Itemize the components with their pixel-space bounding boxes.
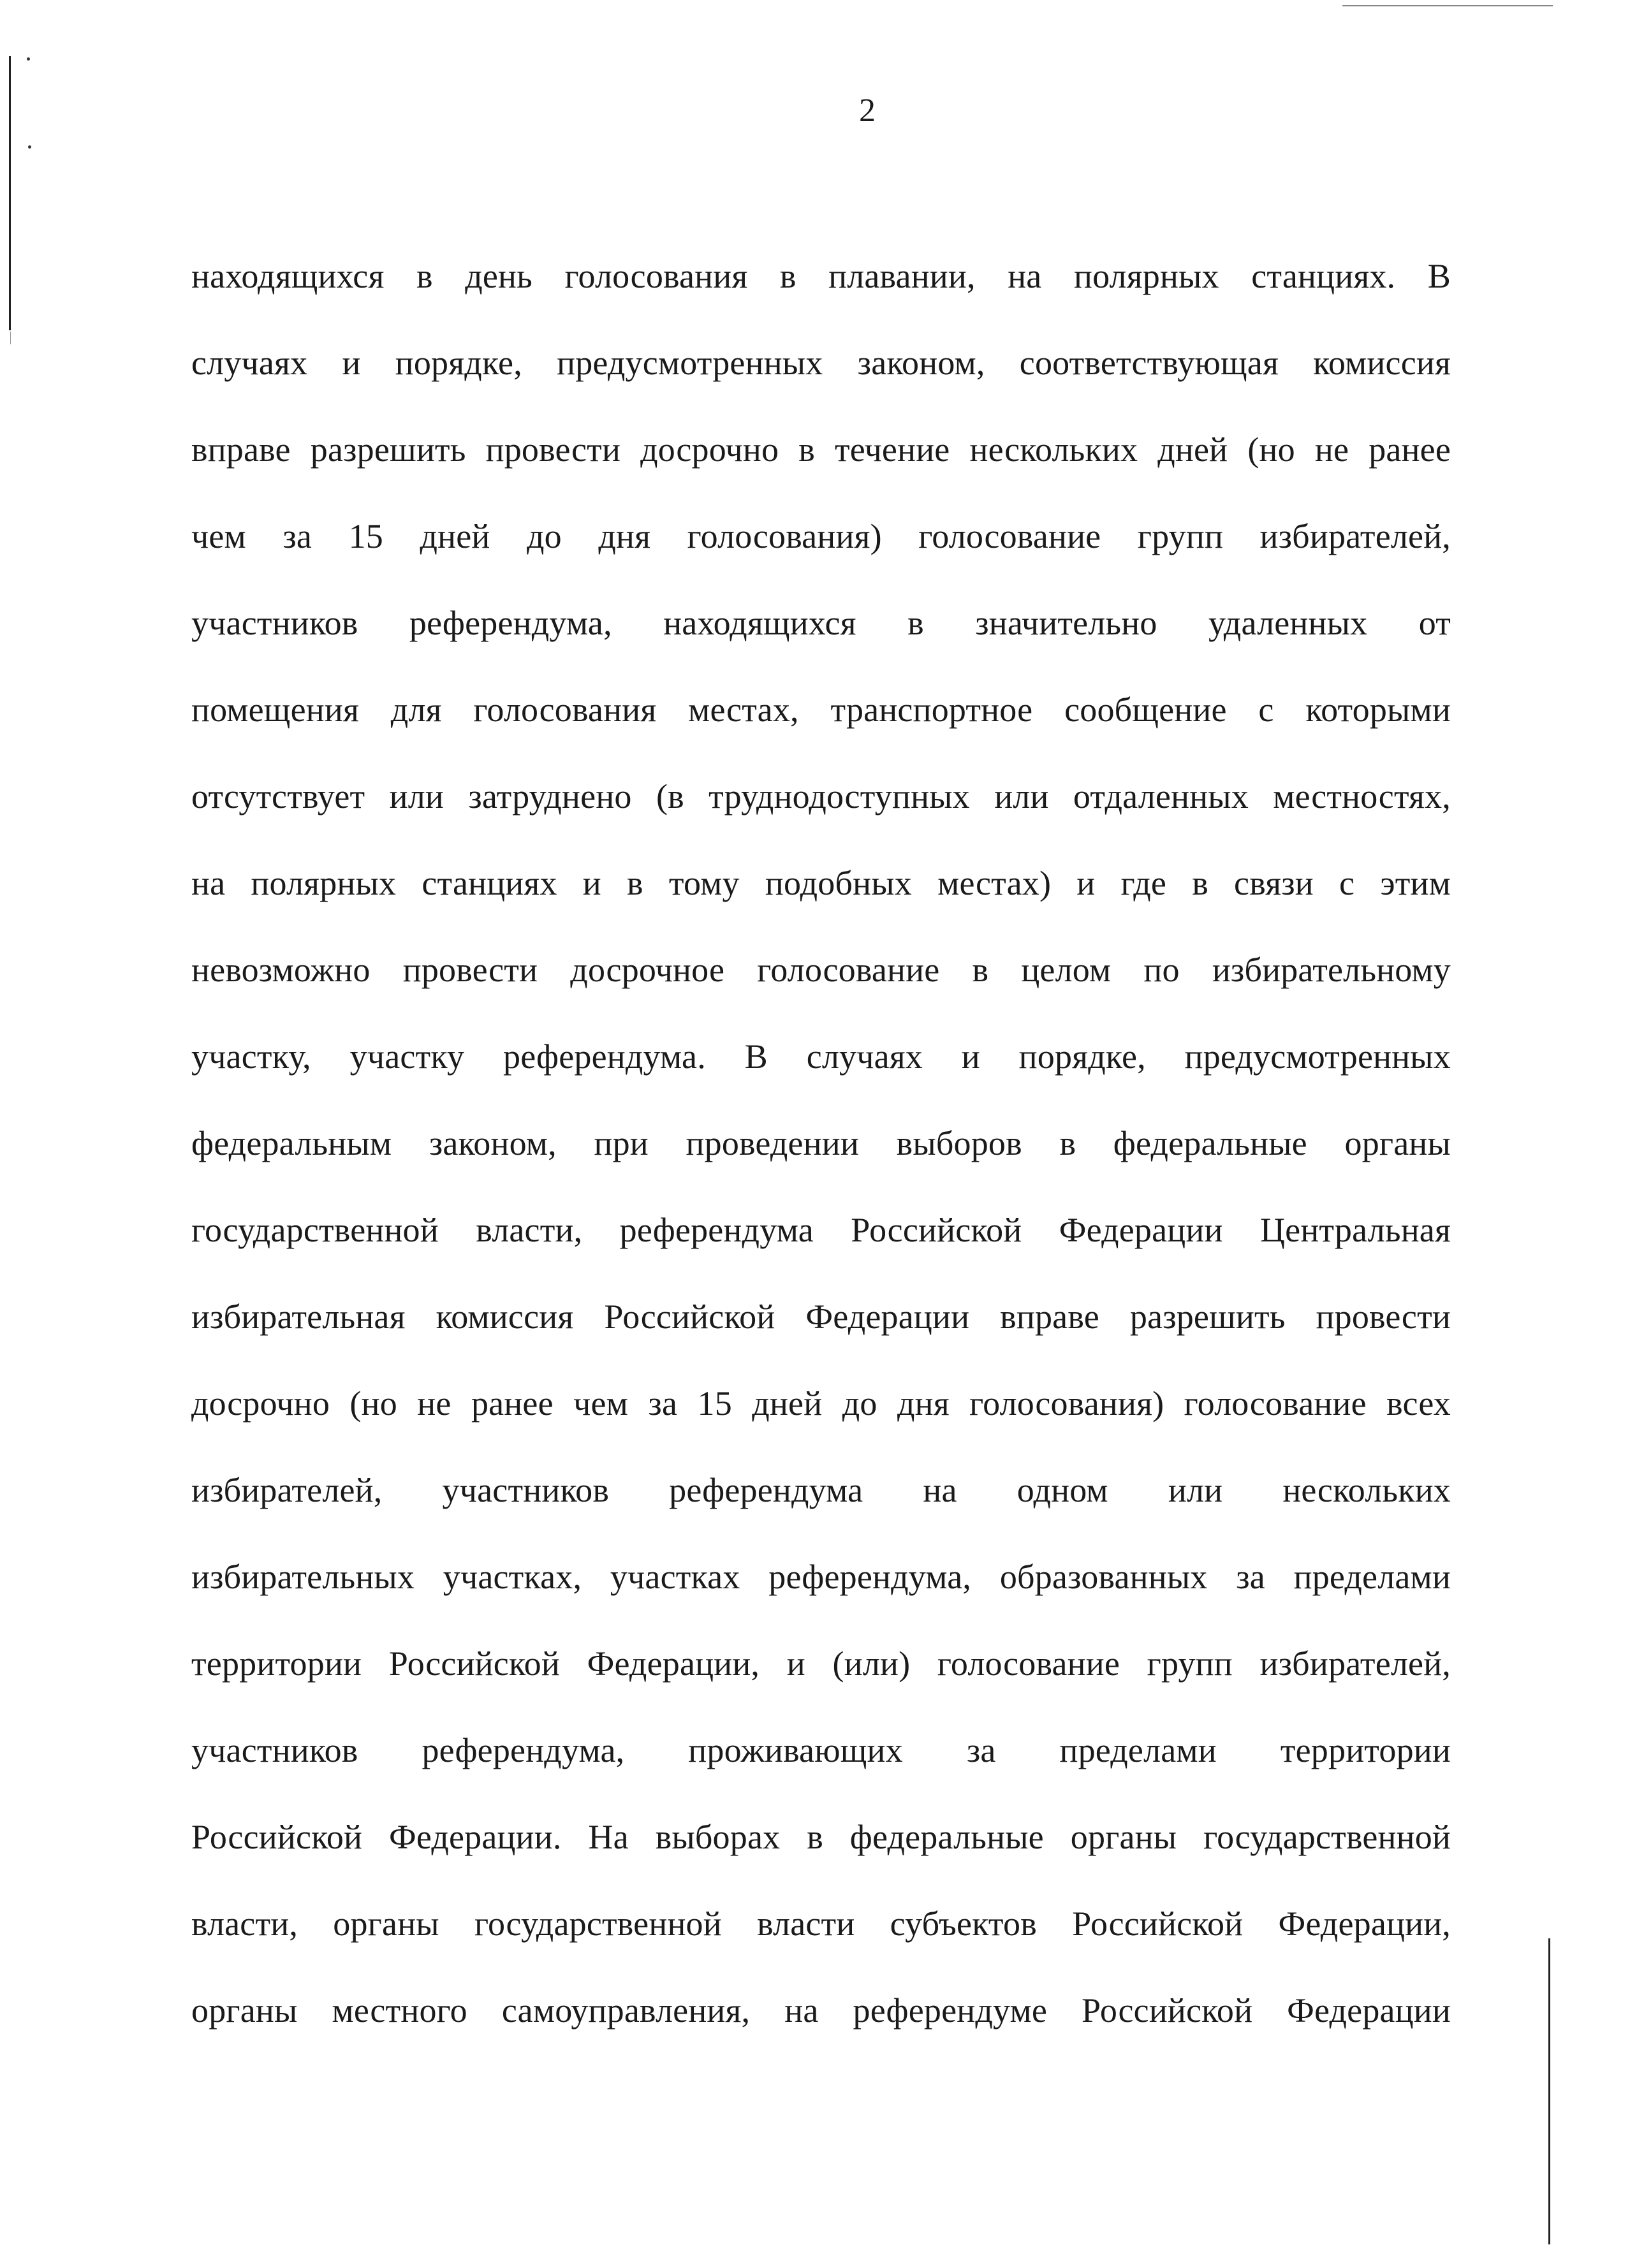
- text-line: избирателей, участников референдума на одном или нескольких: [191, 1471, 1451, 1509]
- text-line: вправе разрешить провести досрочно в течение нескольких дней (но не ранее: [191, 430, 1451, 469]
- text-line: чем за 15 дней до дня голосования) голосование групп избирателей,: [191, 517, 1451, 555]
- scan-artifact-dot: [28, 145, 31, 149]
- text-line: случаях и порядке, предусмотренных законом, соответствующая комиссия: [191, 344, 1451, 382]
- text-line: государственной власти, референдума Российской Федерации Центральная: [191, 1211, 1451, 1249]
- scan-artifact-right-line: [1548, 1938, 1550, 2244]
- text-line: федеральным законом, при проведении выборов в федеральные органы: [191, 1124, 1451, 1162]
- text-line: участку, участку референдума. В случаях и порядке, предусмотренных: [191, 1037, 1451, 1076]
- scan-artifact-left-tick: [10, 332, 11, 344]
- text-line: досрочно (но не ранее чем за 15 дней до дня голосования) голосование всех: [191, 1384, 1451, 1423]
- scan-artifact-dot: [27, 57, 30, 61]
- body-text: [191, 233, 1451, 2054]
- text-line: участников референдума, находящихся в значительно удаленных от: [191, 604, 1451, 642]
- text-line: органы местного самоуправления, на референдуме Российской Федерации: [191, 1991, 1451, 2030]
- text-line: на полярных станциях и в тому подобных местах) и где в связи с этим: [191, 864, 1451, 902]
- text-line: невозможно провести досрочное голосование в целом по избирательному: [191, 951, 1451, 989]
- text-line: территории Российской Федерации, и (или) голосование групп избирателей,: [191, 1644, 1451, 1683]
- page-number: 2: [859, 92, 876, 129]
- scan-artifact-top-line: [1342, 5, 1553, 6]
- text-line: помещения для голосования местах, транспортное сообщение с которыми: [191, 691, 1451, 729]
- text-line: власти, органы государственной власти субъектов Российской Федерации,: [191, 1905, 1451, 1943]
- text-line: избирательная комиссия Российской Федерации вправе разрешить провести: [191, 1298, 1451, 1336]
- text-line: Российской Федерации. На выборах в федеральные органы государственной: [191, 1818, 1451, 1856]
- text-line: избирательных участках, участках референдума, образованных за пределами: [191, 1558, 1451, 1596]
- scan-artifact-left-line: [9, 56, 11, 330]
- text-line: находящихся в день голосования в плавании, на полярных станциях. В: [191, 257, 1451, 295]
- text-line: участников референдума, проживающих за пределами территории: [191, 1731, 1451, 1769]
- text-line: отсутствует или затруднено (в труднодоступных или отдаленных местностях,: [191, 777, 1451, 816]
